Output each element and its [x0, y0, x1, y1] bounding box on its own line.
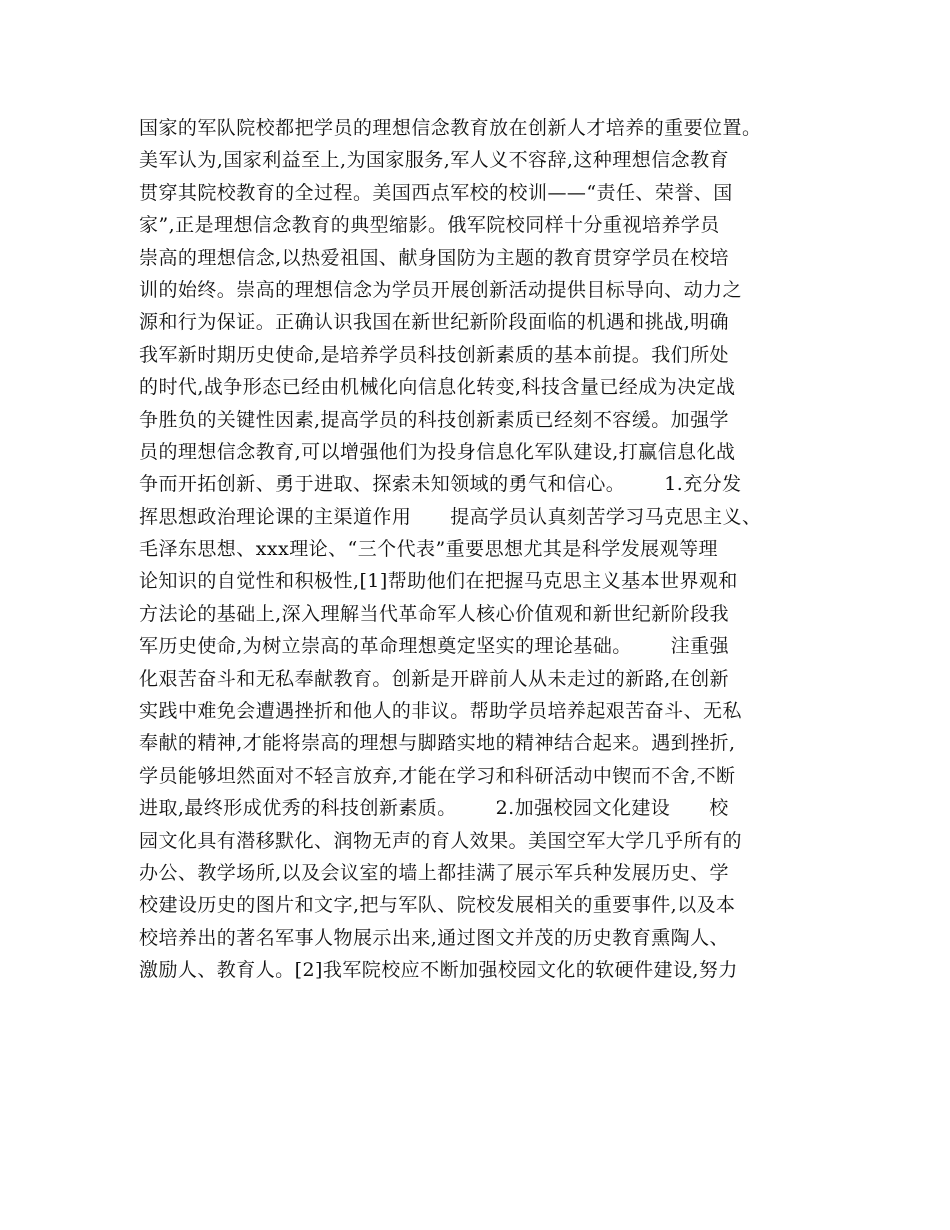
- text-line: 园文化具有潜移默化、润物无声的育人效果。美国空军大学几乎所有的: [139, 829, 742, 852]
- text-line: 奉献的精神,才能将崇高的理想与脚踏实地的精神结合起来。遇到挫折,: [139, 732, 736, 755]
- text-line: 争胜负的关键性因素,提高学员的科技创新素质已经刻不容缓。加强学: [139, 408, 729, 431]
- text-line: 校建设历史的图片和文字,把与军队、院校发展相关的重要事件,以及本: [139, 894, 736, 917]
- text-line: 实践中难免会遭遇挫折和他人的非议。帮助学员培养起艰苦奋斗、无私: [139, 700, 742, 723]
- text-line: 学员能够坦然面对不轻言放弃,才能在学习和科研活动中锲而不舍,不断: [139, 764, 736, 787]
- text-line: 美军认为,国家利益至上,为国家服务,军人义不容辞,这种理想信念教育: [139, 149, 730, 172]
- text-line: 国家的军队院校都把学员的理想信念教育放在创新人才培养的重要位置。: [139, 117, 762, 139]
- text-line: 挥思想政治理论课的主渠道作用 提高学员认真刻苦学习马克思主义、: [139, 505, 762, 528]
- text-line: 源和行为保证。正确认识我国在新世纪新阶段面临的机遇和挑战,明确: [139, 311, 729, 334]
- text-line: 激励人、教育人。[2]我军院校应不断加强校园文化的软硬件建设,努力: [139, 959, 738, 982]
- text-line: 进取,最终形成优秀的科技创新素质。 2.加强校园文化建设 校: [139, 797, 729, 820]
- text-line: 论知识的自觉性和积极性,[1]帮助他们在把握马克思主义基本世界观和: [139, 570, 738, 593]
- text-line: 员的理想信念教育,可以增强他们为投身信息化军队建设,打赢信息化战: [139, 440, 736, 463]
- text-line: 方法论的基础上,深入理解当代革命军人核心价值观和新世纪新阶段我: [139, 602, 729, 625]
- text-line: 的时代,战争形态已经由机械化向信息化转变,科技含量已经成为决定战: [139, 376, 736, 399]
- text-line: 化艰苦奋斗和无私奉献教育。创新是开辟前人从未走过的新路,在创新: [139, 667, 729, 690]
- text-line: 训的始终。崇高的理想信念为学员开展创新活动提供目标导向、动力之: [139, 278, 742, 301]
- text-line: 争而开拓创新、勇于进取、探索未知领域的勇气和信心。 1.充分发: [139, 473, 742, 496]
- text-line: 办公、教学场所,以及会议室的墙上都挂满了展示军兵种发展历史、学: [139, 861, 729, 884]
- body-text: [139, 112, 839, 987]
- text-line: 校培养出的著名军事人物展示出来,通过图文并茂的历史教育熏陶人、: [139, 926, 729, 949]
- text-line: 军历史使命,为树立崇高的革命理想奠定坚实的理论基础。 注重强: [139, 635, 730, 658]
- text-line: 贯穿其院校教育的全过程。美国西点军校的校训——“责任、荣誉、国: [139, 181, 733, 204]
- text-line: 崇高的理想信念,以热爱祖国、献身国防为主题的教育贯穿学员在校培: [139, 246, 729, 269]
- text-line: 家”,正是理想信念教育的典型缩影。俄军院校同样十分重视培养学员: [139, 214, 720, 237]
- text-line: 毛泽东思想、xxx理论、“三个代表”重要思想尤其是科学发展观等理: [139, 538, 718, 561]
- text-line: 我军新时期历史使命,是培养学员科技创新素质的基本前提。我们所处: [139, 343, 729, 366]
